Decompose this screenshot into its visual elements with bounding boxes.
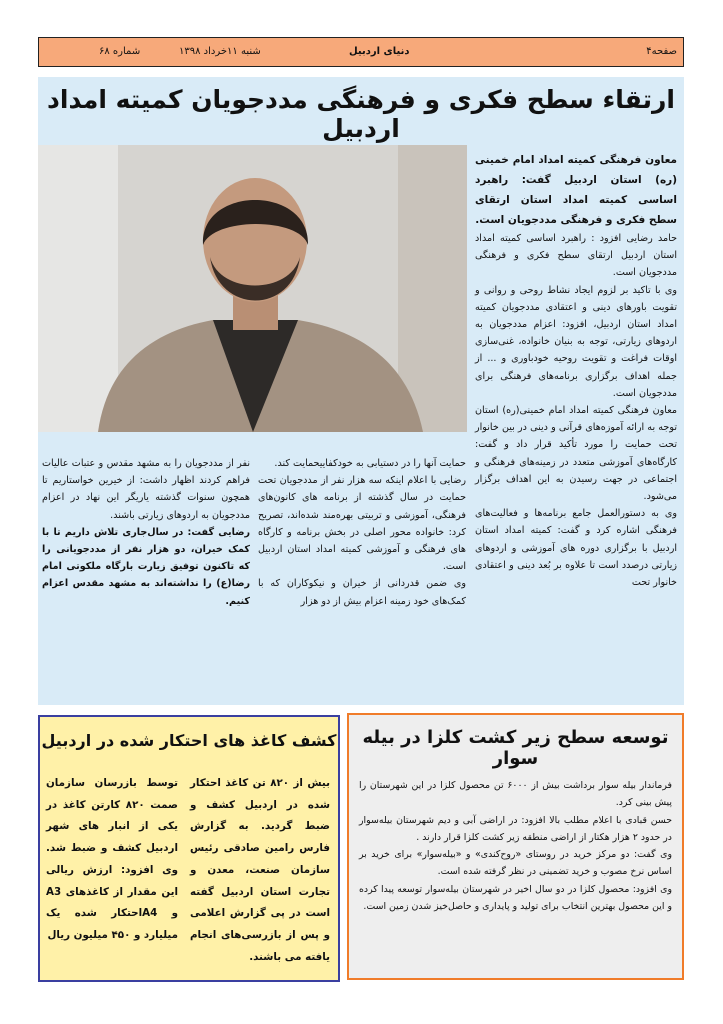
issue-number: شماره ۶۸ — [99, 46, 141, 57]
article-photo — [38, 145, 467, 432]
paper-hoarding-title: کشف کاغذ های احتکار شده در اردبیل — [41, 731, 337, 750]
paragraph: فرماندار بیله سوار برداشت بیش از ۶۰۰۰ تن محصول کلزا در این شهرستان را پیش بینی کرد. — [359, 780, 672, 809]
paragraph: حمایت آنها را در دستیابی به خودکفاییحمایت کند. — [274, 458, 466, 469]
paragraph: رضایی گفت: در سال‌جاری تلاش داریم تا با کمک خیران، دو هزار نفر از مددجویانی را که تاکنون توفیق زیارت بارگاه ملکوتی امام رضا(ع) را نداشته‌اند به مشهد مقدس اعزام کنیم. — [42, 526, 250, 607]
canola-news-body — [359, 777, 672, 915]
newspaper-name: دنیای اردبیل — [349, 46, 410, 57]
paragraph: وی افزود: محصول کلزا در دو سال اخیر در شهرستان بیله‌سوار توسعه پیدا کرده و این محصول بهترین انتخاب برای تولید و پایداری و حاصل‌خیز شدن زمین است. — [359, 883, 672, 913]
article-lead: معاون فرهنگی کمیته امداد امام خمینی (ره) استان اردبیل گفت: راهبرد اساسی کمیته امداد استان ارتقای سطح فکری و فرهنگی مددجویان است. — [475, 154, 677, 226]
paragraph: حسن قبادی با اعلام مطلب بالا افزود: در اراضی آبی و دیم شهرستان بیله‌سوار در حدود ۲ هزار هکتار از اراضی منطقه زیر کشت کلزا قرار دارند . — [359, 814, 672, 843]
portrait-image — [38, 145, 467, 432]
paragraph: رضایی با اعلام اینکه سه هزار نفر از مددجویان تحت حمایت در سال گذشته از برنامه های کانون‌های فرهنگی، آموزشی و تربیتی بهره‌مند شده‌اند، تصریح کرد: خانواده محور اصلی در بخش برنامه و کارگاه های فرهنگی و آموزشی کمیته امداد استان اردبیل است. — [258, 475, 466, 573]
paragraph: وی گفت: دو مرکز خرید در روستای «روح‌کندی» و «بیله‌سوار» برای خرید بر اساس نرخ مصوب و خرید تضمینی در نظر گرفته شده است. — [359, 849, 672, 878]
page-number: صفحه۴ — [646, 46, 677, 57]
paper-hoarding-column-left: توسط بازرسان سازمان صمت ۸۲۰ کارتن کاغذ در یکی از انبار های شهر اردبیل کشف و ضبط شد. وی افزود: ارزش ریالی این مقدار از کاغذهای A3 و A4احتکار شده یک میلیارد و ۴۵۰ میلیون ریال — [46, 777, 178, 941]
article-column-right — [475, 150, 677, 700]
paragraph: حامد رضایی افزود : راهبرد اساسی کمیته امداد استان اردبیل ارتقای سطح فکری و فرهنگی مددجویان است. — [475, 233, 677, 279]
canola-news-box — [347, 713, 684, 980]
issue-date: شنبه ۱۱خرداد ۱۳۹۸ — [179, 46, 261, 57]
paragraph: معاون فرهنگی کمیته امداد امام خمینی(ره) استان توجه به ارائه آموزه‌های قرآنی و دینی در بین خانوار تحت حمایت را مورد تأکید قرار داد و گفت: کارگاه‌های آموزشی متعدد در زمینه‌های فرهنگی و اجتماعی در جهت رسیدن به این اهداف برگزار می‌شود. — [475, 405, 677, 503]
canola-news-title: توسعه سطح زیر کشت کلزا در بیله سوار — [362, 727, 669, 769]
paragraph: وی به دستورالعمل جامع برنامه‌ها و فعالیت‌های فرهنگی اشاره کرد و گفت: کمیته امداد استان اردبیل با برگزاری دوره های آموزشی و اردوهای زیارتی درصدد است تا علاوه بر بُعد دینی و اعتقادی خانوار تحت — [475, 508, 677, 589]
paragraph: وی با تاکید بر لزوم ایجاد نشاط روحی و روانی و تقویت باورهای دینی و اعتقادی مددجویان کمیته امداد استان اردبیل، افزود: اعزام مددجویان به اردوهای زیارتی، توجه به بنیان خانواده، غنی‌سازی اوقات فراغت و تقویت روحیه خودباوری و ... از جمله اهداف برگزاری برنامه‌های فرهنگی برای مددجویان است. — [475, 284, 677, 399]
paragraph: وی ضمن قدردانی از خیران و نیکوکاران که با کمک‌های خود زمینه اعزام بیش از دو هزار — [258, 578, 466, 607]
article-title: ارتقاء سطح فکری و فرهنگی مددجویان کمیته امداد اردبیل — [47, 85, 675, 143]
article-column-left — [42, 455, 250, 695]
paper-hoarding-news-box — [38, 715, 340, 982]
paper-hoarding-column-right: بیش از ۸۲۰ تن کاغذ احتکار شده در اردبیل کشف و ضبط گردید. به گزارش فارس رامین صادقی رئیس سازمان صنعت، معدن و تجارت استان اردبیل گفته است در پی گزارش اعلامی و پس از بازرسی‌های انجام یافته می باشند. — [190, 777, 330, 963]
paragraph: نفر از مددجویان را به مشهد مقدس و عتبات عالیات فراهم کردند اظهار داشت: از خیرین خواستاریم تا همچون سنوات گذشته یاریگر این نهاد در اعزام مددجویان به اردوهای زیارتی باشند. — [42, 458, 250, 521]
article-column-middle — [258, 455, 466, 695]
page-header — [38, 37, 684, 67]
